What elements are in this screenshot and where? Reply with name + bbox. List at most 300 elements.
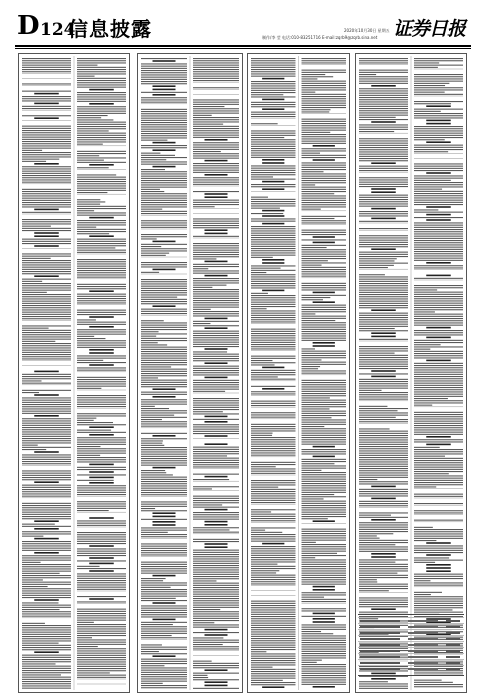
text-line [414,475,463,476]
text-line [141,342,158,343]
text-line [141,460,187,461]
text-line [77,523,126,524]
text-line [251,276,296,277]
text-line [141,481,187,482]
section-heading [371,188,396,190]
text-line [302,271,347,272]
text-line [22,545,71,546]
text-line [141,292,187,293]
text-line [193,130,239,131]
text-line [414,305,463,306]
text-line [141,653,187,654]
section-heading [313,145,335,147]
section-heading [153,435,176,437]
text-line [141,111,187,112]
text-line [22,445,38,446]
text-line [77,379,126,380]
text-line [359,328,395,329]
masthead [0,0,484,48]
text-line [414,94,463,95]
text-line [22,173,71,174]
text-line [77,319,96,320]
text-line [414,314,463,315]
text-line [193,648,239,649]
text-line [141,568,187,569]
text-line [193,554,239,555]
text-line [414,456,445,457]
text-line [22,663,56,664]
text-line [22,383,71,384]
section-heading [205,327,228,329]
text-line [193,679,239,680]
text-line [414,58,463,59]
text-line [414,451,463,452]
text-line [251,270,296,271]
text-line [359,184,408,185]
text-line [414,191,463,192]
text-line [193,372,239,373]
text-line [359,301,408,302]
text-line [414,538,463,539]
text-line [302,287,347,288]
text-line [77,302,126,303]
text-line [141,667,187,668]
text-line [193,620,239,621]
text-line [414,550,463,551]
text-line [414,74,463,75]
text-line [359,127,408,128]
text-line [302,173,347,174]
text-line [302,193,335,194]
text-line [77,439,126,440]
text-line [414,536,463,537]
text-line [77,338,105,339]
text-line [414,303,463,304]
text-line [414,357,463,358]
text-line [77,80,126,81]
text-line [302,320,336,321]
text-line [251,660,296,661]
text-line [77,457,126,458]
section-heading [34,117,59,119]
text-line [77,160,104,161]
text-line [359,149,408,150]
text-line [302,537,347,538]
section-heading [262,367,284,369]
text-line [302,540,347,541]
text-line [414,552,463,553]
text-line [193,354,239,355]
text-line [22,425,71,426]
text-line [251,331,296,332]
text-line [77,609,126,610]
text-line [302,581,347,582]
text-line [77,99,126,100]
text-line [302,359,322,360]
text-line [193,529,229,530]
text-line [22,634,71,635]
section-heading [89,477,114,479]
text-line [77,355,126,356]
text-line [251,446,296,447]
text-line [302,105,347,106]
text-line [22,496,71,497]
text-line [22,470,71,471]
section-heading [262,78,284,80]
text-line [22,350,71,351]
text-line [302,251,347,252]
text-line [359,281,408,282]
text-line [414,60,463,61]
text-line [359,444,408,445]
text-line [359,549,408,550]
section-heading [89,89,114,91]
text-line [77,568,126,569]
text-line [193,298,239,299]
section-heading [205,521,228,523]
text-line [251,297,296,298]
text-line [193,119,239,120]
section-heading [89,545,114,547]
text-line [193,221,239,222]
text-line [251,102,296,103]
text-line [414,369,463,370]
text-line [193,147,239,148]
section-heading [205,261,228,263]
text-line [414,545,463,546]
text-line [414,89,463,90]
text-line [22,134,71,135]
text-line [193,236,239,237]
text-line [22,543,71,544]
fund-table-row [358,665,464,671]
text-line [77,551,126,552]
text-line [141,351,187,352]
text-line [414,85,445,86]
text-line [141,225,187,226]
text-line [141,587,171,588]
text-line [141,647,187,648]
column-1 [18,53,130,693]
text-line [141,198,187,199]
text-line [251,651,266,652]
text-line [22,269,71,270]
text-line [359,112,408,113]
text-line [302,329,347,330]
text-line [141,72,187,73]
text-line [359,355,408,356]
text-line [251,62,296,63]
text-line [141,360,187,361]
text-line [22,670,71,671]
text-line [359,533,393,534]
text-line [193,618,239,619]
text-line [141,470,165,471]
text-line [22,139,71,140]
masthead-rule-thin [15,48,471,49]
fund-table-cell [360,620,400,622]
text-line [251,391,296,392]
fund-table-cell [360,638,400,640]
text-line [302,220,347,221]
text-line [302,206,347,207]
text-line [302,141,347,142]
text-line [22,380,42,381]
text-line [414,166,463,167]
text-line [302,348,315,349]
text-line [302,559,347,560]
text-line [359,83,408,84]
text-line [77,626,126,627]
text-line [141,227,187,228]
text-line [251,577,296,578]
text-line [359,263,408,264]
text-line [77,655,126,656]
text-line [414,402,463,403]
text-line [22,659,71,660]
text-line [302,487,347,488]
section-heading [153,602,176,604]
text-line [193,519,239,520]
text-line [414,460,463,461]
text-line [251,538,296,539]
text-line [359,131,394,132]
text-line [414,231,463,232]
text-line [77,360,103,361]
text-line [414,334,463,335]
text-line [251,174,296,175]
text-line [302,234,347,235]
text-line [22,489,71,490]
text-line [251,682,296,683]
section-heading [34,481,59,483]
text-line [141,554,187,555]
text-line [359,313,408,314]
text-line [141,633,187,634]
text-line [77,642,126,643]
text-line [141,366,171,367]
text-line [251,625,296,626]
text-line [193,182,239,183]
text-line [359,290,408,291]
section-heading [313,686,335,688]
text-line [77,96,126,97]
text-line [193,541,239,542]
text-line [359,76,408,77]
text-line [251,532,282,533]
text-line [302,167,347,168]
text-line [414,372,463,373]
text-line [302,548,347,549]
text-line [77,208,126,209]
text-line [141,421,187,422]
text-line [414,423,463,424]
text-line [141,362,187,363]
text-line [359,477,408,478]
text-line [22,83,71,84]
column-3 [247,53,350,693]
text-line [141,631,187,632]
credit-line: 制作/李 莹 电话:010-83251716 E-mail:zqrb9@zqrb.sina.net [262,35,378,40]
text-line [193,300,239,301]
text-line [22,584,71,585]
section-heading [371,248,396,250]
text-line [193,384,239,385]
text-line [359,396,408,397]
text-line [193,132,239,133]
text-line [141,129,187,130]
text-line [251,176,273,177]
text-line [141,299,187,300]
text-line [22,347,71,348]
text-line [141,593,187,594]
text-line [414,520,463,521]
text-line [77,247,115,248]
section-heading [371,218,396,220]
text-line [251,640,296,641]
text-line [22,411,71,412]
text-line [193,382,239,383]
text-line [193,304,239,305]
text-line [251,572,276,573]
text-line [193,137,239,138]
text-line [414,512,463,513]
section-heading [426,360,451,362]
text-line [414,469,463,470]
text-line [77,210,94,211]
text-line [141,327,187,328]
text-line [193,296,239,297]
section-heading [153,619,176,621]
text-line [251,561,296,562]
text-line [302,459,347,460]
text-line [141,494,187,495]
text-line [22,358,71,359]
text-line [77,377,126,378]
text-line [22,593,71,594]
section-heading [371,208,396,210]
text-line [141,600,187,601]
text-line [193,556,239,557]
text-line [414,434,463,435]
text-line [22,356,71,357]
text-line [141,340,187,341]
section-heading [313,242,335,244]
text-line [302,465,347,466]
text-line [302,461,347,462]
text-line [77,342,126,343]
text-line [359,364,408,365]
text-line [251,678,296,679]
text-line [302,111,330,112]
text-line [77,177,126,178]
text-line [414,178,463,179]
text-line [251,372,296,373]
text-line [251,579,296,580]
text-line [251,664,296,665]
section-heading [426,262,451,264]
text-line [22,564,71,565]
text-line [77,534,126,535]
fund-table-cell [408,626,438,628]
text-line [251,135,296,136]
text-line [302,640,347,641]
text-line [251,435,272,436]
text-line [414,471,463,472]
text-line [251,123,278,124]
text-line [141,399,187,400]
text-line [251,426,296,427]
text-line [77,162,126,163]
section-heading [371,519,396,521]
text-line [193,351,227,352]
text-line [414,227,463,228]
text-line [22,688,71,689]
section-heading [371,370,396,372]
text-line [193,76,239,77]
text-line [251,441,296,442]
text-line [193,102,239,103]
text-line [251,656,296,657]
text-line [359,267,388,268]
text-line [77,503,126,504]
text-line [302,657,347,658]
section-heading [371,85,396,87]
text-line [141,83,187,84]
text-line [141,605,187,606]
text-line [141,313,187,314]
text-line [302,309,347,310]
text-line [22,514,71,515]
text-line [414,209,438,210]
text-line [77,347,126,348]
text-line [141,118,187,119]
section-heading [153,388,176,390]
text-line [193,637,223,638]
text-line [77,76,95,77]
text-line [193,321,239,322]
text-line [359,559,408,560]
text-line [77,324,126,325]
text-line [141,178,187,179]
text-line [77,582,126,583]
text-line [22,526,71,527]
text-line [193,578,239,579]
text-line [302,247,327,248]
text-line [414,292,463,293]
section-heading [34,538,59,540]
text-line [359,475,408,476]
text-line [141,266,187,267]
text-line [22,475,71,476]
section-heading [89,482,114,484]
text-line [77,69,126,70]
text-line [193,153,239,154]
text-line [141,113,187,114]
text-line [22,156,71,157]
text-line [302,542,316,543]
text-line [414,414,463,415]
text-line [359,90,408,91]
text-line [193,342,239,343]
text-line [77,415,126,416]
text-line [193,458,239,459]
text-line [359,140,408,141]
text-line [414,186,463,187]
section-heading [426,567,451,569]
section-heading [313,342,335,344]
text-line [359,468,408,469]
